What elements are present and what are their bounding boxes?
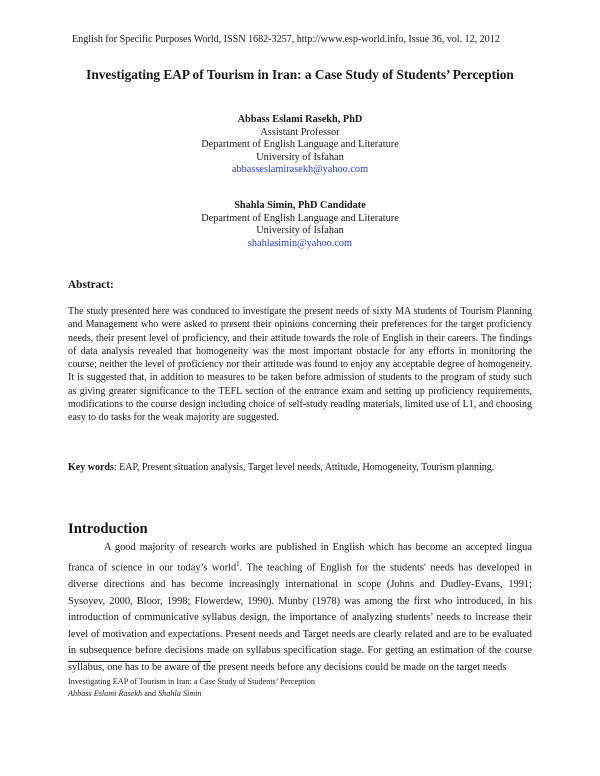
author-name: Shahla Simin, PhD Candidate bbox=[234, 200, 366, 211]
keywords bbox=[68, 461, 532, 474]
abstract-text: The study presented here was conduced to investigate the present needs of sixty MA students of Tourism Planning and Management who were asked to present their opinions concerning their preferences for the target proficiency needs, their present level of proficiency, and their attitude towards the role of English in their careers. The findings of data analysis revealed that homogeneity was the most important obstacle for any efforts in monitoring the course; neither the level of proficiency nor their attitude was found to enjoy any acceptable degree of homogeneity. It is suggested that, in addition to measures to be taken before admission of students to the program of study such as giving greater significance to the TEFL section of the entrance exam and setting up proficiency requirements, modifications to the course design including choice of self-study reading materials, limited use of L1, and choosing easy to do tasks for the weak majority are suggested. bbox=[68, 306, 532, 424]
author-department: Department of English Language and Literature bbox=[201, 139, 399, 151]
introduction-body bbox=[68, 540, 532, 676]
author-university: University of Isfahan bbox=[256, 151, 344, 163]
author-name: Abbass Eslami Rasekh, PhD bbox=[237, 114, 363, 125]
footer-authors bbox=[68, 688, 315, 700]
keywords-label: Key words bbox=[68, 462, 114, 473]
intro-text-part-2: . The teaching of English for the students' needs has developed in diverse directions and has become increasingly international in scope (Johns and Dudley-Evans, 1991; Sysoyev, 2000, Bloor, 1998; Flowerdew, 1990). Munby (1978) was among the first who introduced, in his introduction of communicative syllabus design, the importance of analyzing students’ needs to increase their level of motivation and expectations. Present needs and Target needs are clearly related and are to be evaluated in subsequence before decisions made on syllabus specification stage. For getting an estimation of the course syllabus, one has to be aware of the present needs before any decisions could be made on the target needs bbox=[68, 562, 532, 673]
footnote-mark[interactable]: 1 bbox=[236, 560, 240, 569]
paper-title: Investigating EAP of Tourism in Iran: a Case Study of Students’ Perception bbox=[86, 67, 514, 82]
author-position: Assistant Professor bbox=[260, 126, 340, 138]
introduction-paragraph bbox=[68, 540, 532, 676]
section-heading-introduction: Introduction bbox=[68, 521, 148, 537]
author-university: University of Isfahan bbox=[256, 225, 344, 237]
footer-author-2: Shahla Simin bbox=[158, 688, 202, 698]
author-department: Department of English Language and Literature bbox=[201, 212, 399, 224]
footnote-divider bbox=[68, 661, 211, 662]
author-email-link[interactable]: shahlasimin@yahoo.com bbox=[247, 237, 353, 249]
footer-title: Investigating EAP of Tourism in Iran: a Case Study of Students’ Perception bbox=[68, 677, 315, 686]
page-footer bbox=[68, 676, 315, 699]
intro-text-part-1: A good majority of research works are published in English which has become an accepted lingua franca of science in our today’s world bbox=[68, 542, 532, 574]
author-block-2 bbox=[0, 200, 600, 250]
footer-conjunction: and bbox=[142, 688, 159, 698]
author-email-link[interactable]: abbasseslamirasekh@yahoo.com bbox=[231, 164, 369, 176]
footer-author-1: Abbass Eslami Rasekh bbox=[68, 688, 143, 698]
keywords-text: : EAP, Present situation analysis, Target level needs, Attitude, Homogeneity, Tourism planning. bbox=[113, 462, 495, 473]
abstract-heading: Abstract: bbox=[68, 279, 114, 291]
author-block-1 bbox=[0, 114, 600, 177]
running-header: English for Specific Purposes World, ISSN 1682-3257, http://www.esp-world.info, Issue 36, vol. 12, 2012 bbox=[72, 34, 500, 45]
